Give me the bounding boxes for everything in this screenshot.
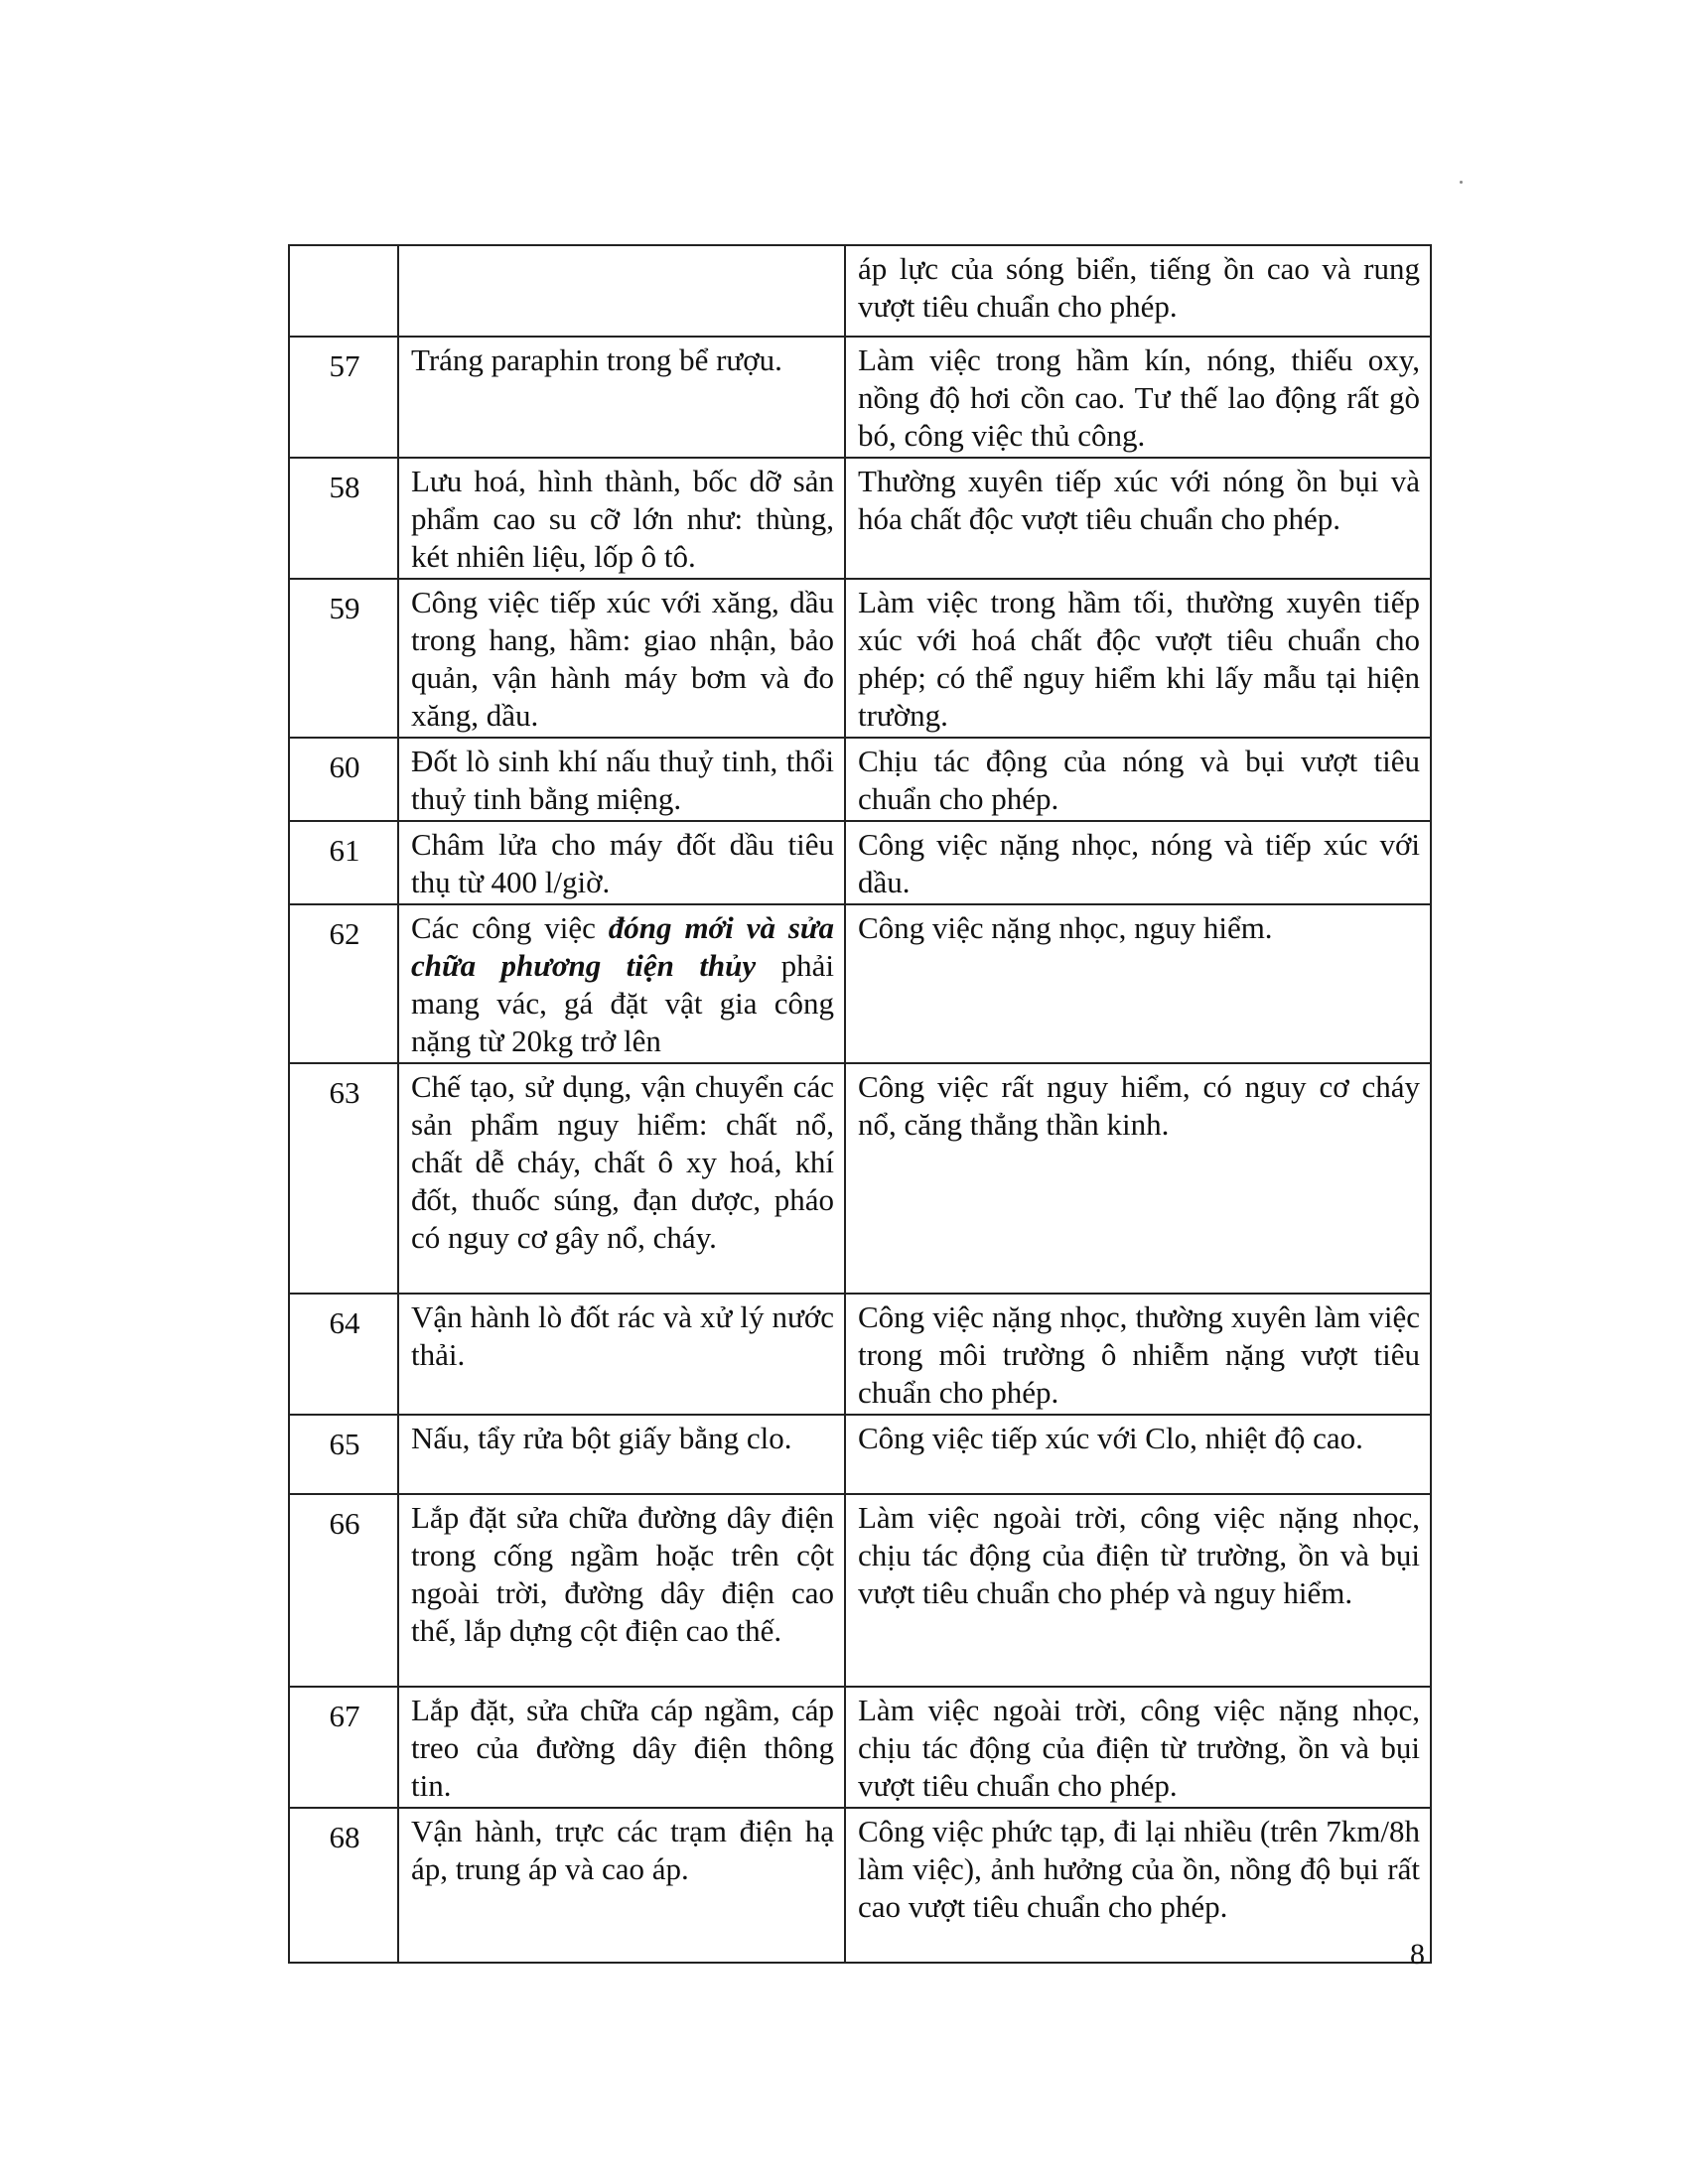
occupation-table	[288, 244, 1432, 1964]
table-row	[289, 245, 1431, 337]
page-number: 8	[1410, 1938, 1425, 1971]
table-row	[289, 579, 1431, 738]
row-number: 62	[289, 904, 398, 1063]
working-condition: Công việc nặng nhọc, nóng và tiếp xúc với dầu.	[845, 821, 1431, 904]
row-number: 57	[289, 337, 398, 458]
job-text-emphasis: đóng mới và sửa chữa phương tiện thủy	[411, 910, 834, 983]
working-condition: Công việc nặng nhọc, thường xuyên làm việc trong môi trường ô nhiễm nặng vượt tiêu chuẩn cho phép.	[845, 1294, 1431, 1415]
job-description: Lắp đặt, sửa chữa cáp ngầm, cáp treo của đường dây điện thông tin.	[398, 1687, 845, 1808]
working-condition: Công việc phức tạp, đi lại nhiều (trên 7km/8h làm việc), ảnh hưởng của ồn, nồng độ bụi rất cao vượt tiêu chuẩn cho phép.	[845, 1808, 1431, 1963]
job-description: Châm lửa cho máy đốt dầu tiêu thụ từ 400 l/giờ.	[398, 821, 845, 904]
job-description	[398, 904, 845, 1063]
working-condition: Làm việc ngoài trời, công việc nặng nhọc, chịu tác động của điện từ trường, ồn và bụi vượt tiêu chuẩn cho phép.	[845, 1687, 1431, 1808]
table-row	[289, 738, 1431, 821]
table-row	[289, 821, 1431, 904]
working-condition: Làm việc trong hầm tối, thường xuyên tiếp xúc với hoá chất độc vượt tiêu chuẩn cho phép; có thể nguy hiểm khi lấy mẫu tại hiện trường.	[845, 579, 1431, 738]
row-number: 59	[289, 579, 398, 738]
row-number: 61	[289, 821, 398, 904]
row-number: 58	[289, 458, 398, 579]
table-row	[289, 1415, 1431, 1494]
table-row	[289, 337, 1431, 458]
job-description: Chế tạo, sử dụng, vận chuyển các sản phẩm nguy hiểm: chất nổ, chất dễ cháy, chất ô xy hoá, khí đốt, thuốc súng, đạn dược, pháo có nguy cơ gây nổ, cháy.	[398, 1063, 845, 1294]
scan-speck	[1460, 181, 1463, 184]
table-row	[289, 458, 1431, 579]
row-number: 65	[289, 1415, 398, 1494]
table-row	[289, 1687, 1431, 1808]
working-condition: Thường xuyên tiếp xúc với nóng ồn bụi và hóa chất độc vượt tiêu chuẩn cho phép.	[845, 458, 1431, 579]
job-text-tail: phải mang vác, gá đặt vật gia công nặng từ 20kg trở lên	[411, 948, 835, 1058]
row-number: 68	[289, 1808, 398, 1963]
working-condition: áp lực của sóng biển, tiếng ồn cao và rung vượt tiêu chuẩn cho phép.	[845, 245, 1431, 337]
table-row	[289, 1294, 1431, 1415]
job-description: Nấu, tẩy rửa bột giấy bằng clo.	[398, 1415, 845, 1494]
row-number: 67	[289, 1687, 398, 1808]
row-number: 66	[289, 1494, 398, 1687]
working-condition: Làm việc trong hầm kín, nóng, thiếu oxy, nồng độ hơi cồn cao. Tư thế lao động rất gò bó, công việc thủ công.	[845, 337, 1431, 458]
job-description: Công việc tiếp xúc với xăng, dầu trong hang, hầm: giao nhận, bảo quản, vận hành máy bơm và đo xăng, dầu.	[398, 579, 845, 738]
job-text-lead: Các công việc	[411, 910, 609, 945]
job-description: Tráng paraphin trong bể rượu.	[398, 337, 845, 458]
row-number: 63	[289, 1063, 398, 1294]
row-number	[289, 245, 398, 337]
working-condition: Công việc rất nguy hiểm, có nguy cơ cháy nổ, căng thẳng thần kinh.	[845, 1063, 1431, 1294]
working-condition: Công việc nặng nhọc, nguy hiểm.	[845, 904, 1431, 1063]
table-row	[289, 1063, 1431, 1294]
working-condition: Chịu tác động của nóng và bụi vượt tiêu chuẩn cho phép.	[845, 738, 1431, 821]
job-description: Đốt lò sinh khí nấu thuỷ tinh, thổi thuỷ tinh bằng miệng.	[398, 738, 845, 821]
table-row	[289, 1808, 1431, 1963]
table-row	[289, 904, 1431, 1063]
row-number: 60	[289, 738, 398, 821]
job-description: Vận hành lò đốt rác và xử lý nước thải.	[398, 1294, 845, 1415]
table-row	[289, 1494, 1431, 1687]
working-condition: Làm việc ngoài trời, công việc nặng nhọc, chịu tác động của điện từ trường, ồn và bụi vượt tiêu chuẩn cho phép và nguy hiểm.	[845, 1494, 1431, 1687]
job-description: Vận hành, trực các trạm điện hạ áp, trung áp và cao áp.	[398, 1808, 845, 1963]
row-number: 64	[289, 1294, 398, 1415]
job-description: Lưu hoá, hình thành, bốc dỡ sản phẩm cao su cỡ lớn như: thùng, két nhiên liệu, lốp ô tô.	[398, 458, 845, 579]
working-condition: Công việc tiếp xúc với Clo, nhiệt độ cao.	[845, 1415, 1431, 1494]
job-description	[398, 245, 845, 337]
job-description: Lắp đặt sửa chữa đường dây điện trong cống ngầm hoặc trên cột ngoài trời, đường dây điện cao thế, lắp dựng cột điện cao thế.	[398, 1494, 845, 1687]
